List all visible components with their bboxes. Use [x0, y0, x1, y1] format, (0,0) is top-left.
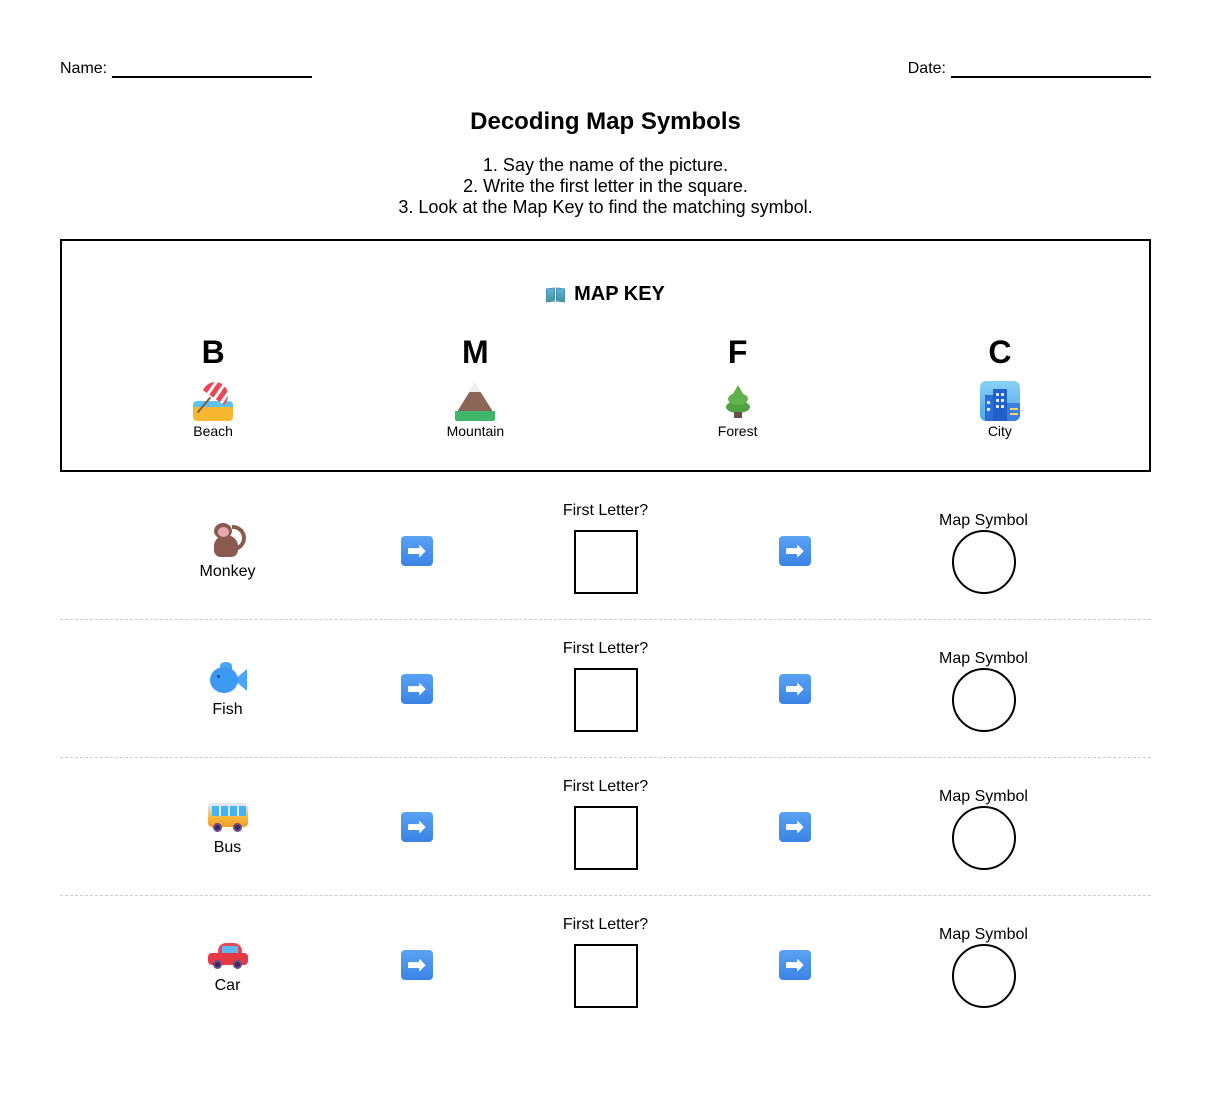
first-letter-label: First Letter?: [562, 916, 649, 933]
evergreen-tree-icon: [718, 381, 758, 421]
letter-cell: [511, 620, 700, 758]
right-arrow-icon: ➡: [401, 812, 433, 842]
picture-label: Car: [214, 977, 241, 994]
map-symbol-label: Map Symbol: [939, 926, 1028, 943]
exercise-row-car: [60, 896, 1151, 1034]
map-symbol-circle[interactable]: [952, 668, 1016, 732]
arrow-cell: [322, 758, 511, 896]
picture-cell: [133, 896, 322, 1034]
right-arrow-icon: ➡: [401, 950, 433, 980]
symbol-cell: [889, 620, 1078, 758]
picture-label: Monkey: [199, 563, 256, 580]
picture-label: Fish: [212, 701, 243, 718]
key-label: Forest: [717, 423, 758, 439]
arrow-cell: [322, 620, 511, 758]
map-key-item-city: [869, 333, 1131, 439]
first-letter-box[interactable]: [574, 944, 638, 1008]
symbol-cell: [889, 896, 1078, 1034]
map-symbol-label: Map Symbol: [939, 650, 1028, 667]
map-key-items: [82, 333, 1131, 439]
cityscape-icon: [980, 381, 1020, 421]
world-map-icon: [546, 287, 566, 303]
key-letter: C: [988, 334, 1012, 370]
symbol-cell: [889, 758, 1078, 896]
first-letter-box[interactable]: [574, 530, 638, 594]
picture-cell: [133, 620, 322, 758]
date-blank-line[interactable]: [951, 63, 1151, 78]
name-blank-line[interactable]: [112, 63, 312, 78]
key-label: Beach: [193, 423, 233, 439]
instruction-step-3: 3. Look at the Map Key to find the matching symbol.: [398, 197, 813, 217]
right-arrow-icon: ➡: [401, 536, 433, 566]
key-label: Mountain: [446, 423, 505, 439]
car-icon: [208, 935, 248, 975]
map-key-heading: [62, 283, 1149, 306]
first-letter-label: First Letter?: [562, 640, 649, 657]
map-symbol-label: Map Symbol: [939, 788, 1028, 805]
exercise-row-monkey: [60, 482, 1151, 620]
map-key-item-mountain: [344, 333, 606, 439]
name-field[interactable]: [60, 58, 312, 78]
right-arrow-icon: ➡: [779, 812, 811, 842]
arrow-cell: [700, 620, 889, 758]
instruction-step-2: 2. Write the first letter in the square.: [463, 176, 748, 196]
mountain-icon: [455, 381, 495, 421]
key-letter: B: [201, 334, 225, 370]
arrow-cell: [322, 482, 511, 620]
map-key-box: [60, 239, 1151, 472]
first-letter-box[interactable]: [574, 806, 638, 870]
first-letter-label: First Letter?: [562, 778, 649, 795]
letter-cell: [511, 482, 700, 620]
map-symbol-circle[interactable]: [952, 530, 1016, 594]
right-arrow-icon: ➡: [779, 950, 811, 980]
picture-cell: [133, 758, 322, 896]
instruction-step-1: 1. Say the name of the picture.: [482, 155, 729, 175]
arrow-cell: [700, 758, 889, 896]
picture-label: Bus: [213, 839, 242, 856]
key-letter: F: [727, 334, 748, 370]
bus-icon: [208, 797, 248, 837]
key-label: City: [987, 423, 1012, 439]
name-label: Name:: [60, 60, 108, 77]
exercise-row-bus: [60, 758, 1151, 896]
map-symbol-circle[interactable]: [952, 806, 1016, 870]
exercise-row-fish: [60, 620, 1151, 758]
map-key-item-forest: [607, 333, 869, 439]
page-title: Decoding Map Symbols: [470, 108, 741, 135]
right-arrow-icon: ➡: [401, 674, 433, 704]
symbol-cell: [889, 482, 1078, 620]
letter-cell: [511, 896, 700, 1034]
map-key-item-beach: [82, 333, 344, 439]
exercise-rows: [60, 482, 1151, 1034]
arrow-cell: [322, 896, 511, 1034]
date-label: Date:: [907, 60, 946, 77]
map-key-title: MAP KEY: [574, 283, 665, 305]
instructions: [0, 155, 1211, 218]
right-arrow-icon: ➡: [779, 674, 811, 704]
first-letter-box[interactable]: [574, 668, 638, 732]
monkey-icon: [208, 521, 248, 561]
key-letter: M: [462, 334, 489, 370]
first-letter-label: First Letter?: [562, 502, 649, 519]
beach-umbrella-icon: [193, 381, 233, 421]
picture-cell: [133, 482, 322, 620]
header-fields: [60, 58, 1151, 78]
date-field[interactable]: [908, 58, 1151, 78]
arrow-cell: [700, 896, 889, 1034]
letter-cell: [511, 758, 700, 896]
map-symbol-circle[interactable]: [952, 944, 1016, 1008]
fish-icon: [208, 659, 248, 699]
arrow-cell: [700, 482, 889, 620]
map-symbol-label: Map Symbol: [939, 512, 1028, 529]
right-arrow-icon: ➡: [779, 536, 811, 566]
